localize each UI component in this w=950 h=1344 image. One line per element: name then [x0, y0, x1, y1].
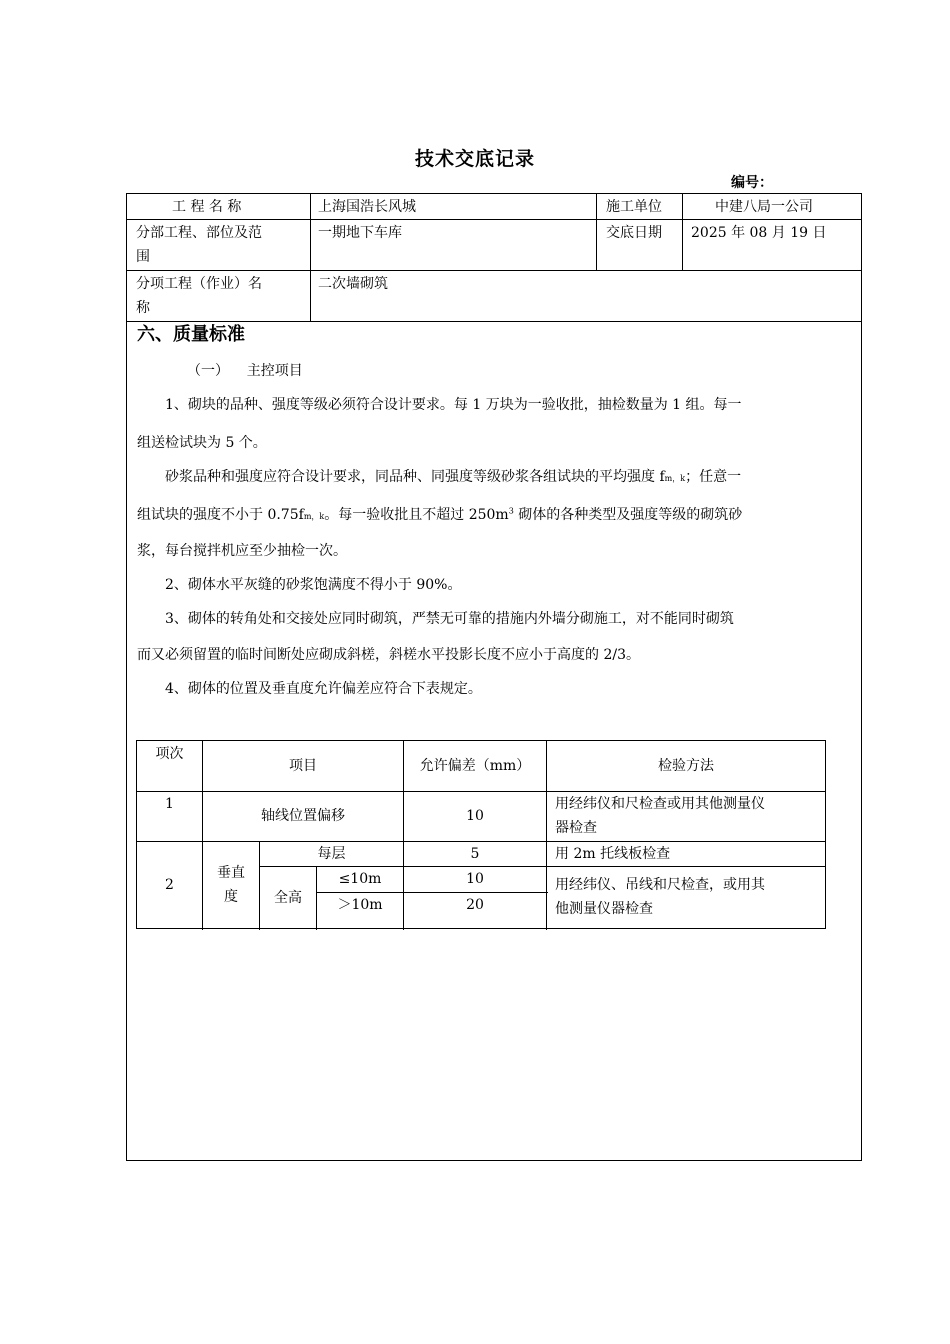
row1-method-line1: 用经纬仪和尺检查或用其他测量仪 [555, 796, 765, 812]
row-divider [127, 270, 861, 271]
row2-full-height: 全高 [274, 890, 302, 906]
paragraph-3: 2、砌体水平灰缝的砂浆饱满度不得小于 90%。 [165, 577, 462, 593]
paragraph-1-line1: 1、砌块的品种、强度等级必须符合设计要求。每 1 万块为一验收批，抽检数量为 1 组。每一 [165, 397, 742, 413]
superscript: 3 [508, 506, 514, 516]
header-tolerance: 允许偏差（mm） [419, 758, 531, 774]
paragraph-2-text: 组试块的强度不小于 0.75f [137, 507, 304, 523]
subscript: m，k [664, 474, 686, 483]
item-label-line1: 分项工程（作业）名 [136, 276, 262, 292]
paragraph-4-line2: 而又必须留置的临时间断处应砌成斜槎，斜槎水平投影长度不应小于高度的 2/3。 [137, 647, 640, 663]
row1-tolerance: 10 [466, 808, 484, 824]
row2-no: 2 [165, 877, 174, 893]
subscript: m，k [303, 512, 325, 521]
item-value: 二次墙砌筑 [318, 276, 388, 292]
disclosure-form [126, 193, 862, 1161]
column-divider [596, 194, 597, 271]
subproject-label-line1: 分部工程、部位及范 [136, 225, 262, 241]
row2-le10m-tolerance: 10 [466, 871, 484, 887]
paragraph-2-text: 砂浆品种和强度应符合设计要求，同品种、同强度等级砂浆各组试块的平均强度 f [165, 469, 665, 485]
paragraph-2-text: ；任意一 [685, 469, 742, 485]
row2-per-floor-method: 用 2m 托线板检查 [555, 846, 671, 862]
paragraph-1-line2: 组送检试块为 5 个。 [137, 435, 267, 451]
column-divider [310, 194, 311, 322]
subproject-label-line2: 围 [136, 249, 150, 265]
row2-gt10m-tolerance: 20 [466, 897, 484, 913]
serial-number-label: 编号： [731, 175, 773, 191]
row2-full-method-line1: 用经纬仪、吊线和尺检查，或用其 [555, 877, 765, 893]
date-label: 交底日期 [606, 225, 662, 241]
deviation-table [136, 740, 826, 929]
row2-full-method-line2: 他测量仪器检查 [555, 901, 653, 917]
header-method: 检验方法 [658, 758, 714, 774]
row2-le10m: ≤10m [338, 871, 382, 887]
header-no: 项次 [155, 746, 184, 762]
row2-group-line2: 度 [224, 889, 238, 905]
date-value: 2025 年 08 月 19 日 [691, 225, 827, 241]
paragraph-5: 4、砌体的位置及垂直度允许偏差应符合下表规定。 [165, 681, 482, 697]
paragraph-2-line3: 浆，每台搅拌机应至少抽检一次。 [137, 543, 347, 559]
paragraph-2-text: 。每一验收批且不超过 250m [324, 507, 509, 523]
document-title: 技术交底记录 [414, 148, 535, 170]
header-item: 项目 [289, 758, 317, 774]
item-label-line2: 称 [136, 300, 150, 316]
table-row-divider [546, 866, 825, 867]
row2-group-line1: 垂直 [217, 865, 245, 881]
row-divider [127, 219, 861, 220]
row2-per-floor: 每层 [317, 846, 346, 862]
project-name-value: 上海国浩长风城 [318, 199, 416, 215]
paragraph-2-line1 [137, 458, 855, 498]
column-divider [682, 194, 683, 271]
paragraph-2-line2 [137, 496, 855, 536]
row1-no: 1 [165, 796, 174, 812]
project-name-label: 工 程 名 称 [172, 199, 242, 215]
contractor-value: 中建八局一公司 [715, 199, 813, 215]
paragraph-2-text: 砌体的各种类型及强度等级的砌筑砂 [513, 507, 743, 523]
row1-method-line2: 器检查 [555, 820, 597, 836]
subproject-value: 一期地下车库 [318, 225, 402, 241]
paragraph-4-line1: 3、砌体的转角处和交接处应同时砌筑，严禁无可靠的措施内外墙分砌施工，对不能同时砌筑 [165, 611, 734, 627]
row2-gt10m: ＞10m [337, 897, 383, 913]
row1-item: 轴线位置偏移 [261, 808, 345, 824]
section-title: 六、质量标准 [137, 324, 245, 345]
row2-per-floor-tolerance: 5 [470, 846, 480, 862]
contractor-label: 施工单位 [606, 199, 662, 215]
subsection-title: （一） 主控项目 [187, 363, 303, 379]
